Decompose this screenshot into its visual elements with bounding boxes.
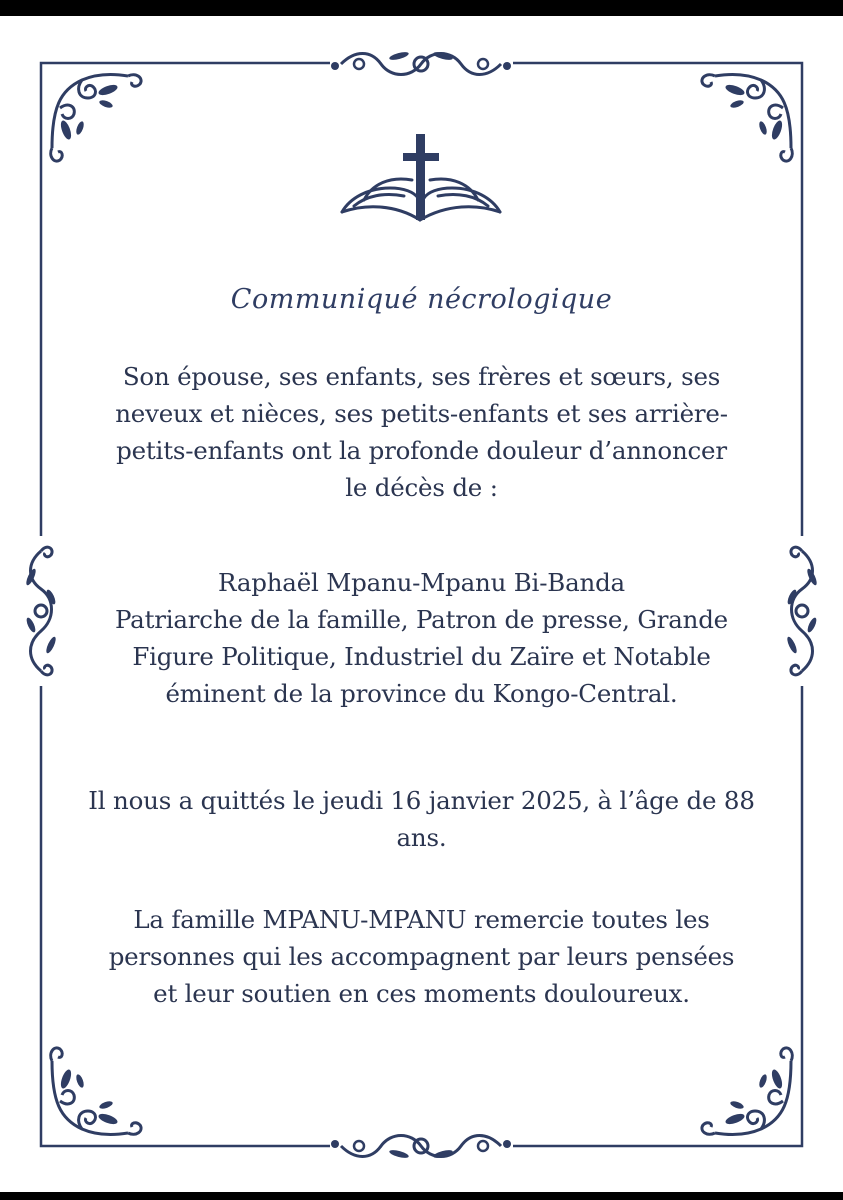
death-notice-line: Il nous a quittés le jeudi 16 janvier 2025, à l’âge de 88 <box>88 786 755 815</box>
top-flourish-icon <box>330 51 513 76</box>
announcement-line: Son épouse, ses enfants, ses frères et sœurs, ses <box>122 362 721 391</box>
announcement-line: le décès de : <box>345 473 498 502</box>
corner-flourish-icon <box>51 75 141 162</box>
deceased-title-line: Patriarche de la famille, Patron de presse, Grande <box>115 605 728 634</box>
corner-flourish-icon <box>51 1048 141 1135</box>
deceased-title-line: éminent de la province du Kongo-Central. <box>165 679 678 708</box>
corner-flourish-icon <box>702 1048 792 1135</box>
left-side-flourish-icon <box>24 536 57 686</box>
thanks-line: La famille MPANU-MPANU remercie toutes les <box>133 905 710 934</box>
obituary-card <box>0 16 843 1192</box>
page-title: Communiqué nécrologique <box>230 284 613 315</box>
announcement-paragraph <box>60 358 783 506</box>
death-notice-paragraph <box>60 782 783 856</box>
announcement-line: neveux et nièces, ses petits-enfants et ses arrière- <box>115 399 728 428</box>
deceased-name: Raphaël Mpanu-Mpanu Bi-Banda <box>218 568 625 597</box>
cross-icon <box>403 134 439 220</box>
bottom-flourish-icon <box>330 1134 513 1159</box>
deceased-section <box>60 564 783 712</box>
announcement-line: petits-enfants ont la profonde douleur d’annoncer <box>116 436 727 465</box>
death-notice-line: ans. <box>396 823 447 852</box>
thanks-line: et leur soutien en ces moments douloureux. <box>153 979 690 1008</box>
deceased-title-line: Figure Politique, Industriel du Zaïre et Notable <box>132 642 711 671</box>
thanks-line: personnes qui les accompagnent par leurs pensées <box>108 942 735 971</box>
corner-flourish-icon <box>702 75 792 162</box>
thanks-paragraph <box>60 901 783 1012</box>
right-side-flourish-icon <box>785 536 818 686</box>
